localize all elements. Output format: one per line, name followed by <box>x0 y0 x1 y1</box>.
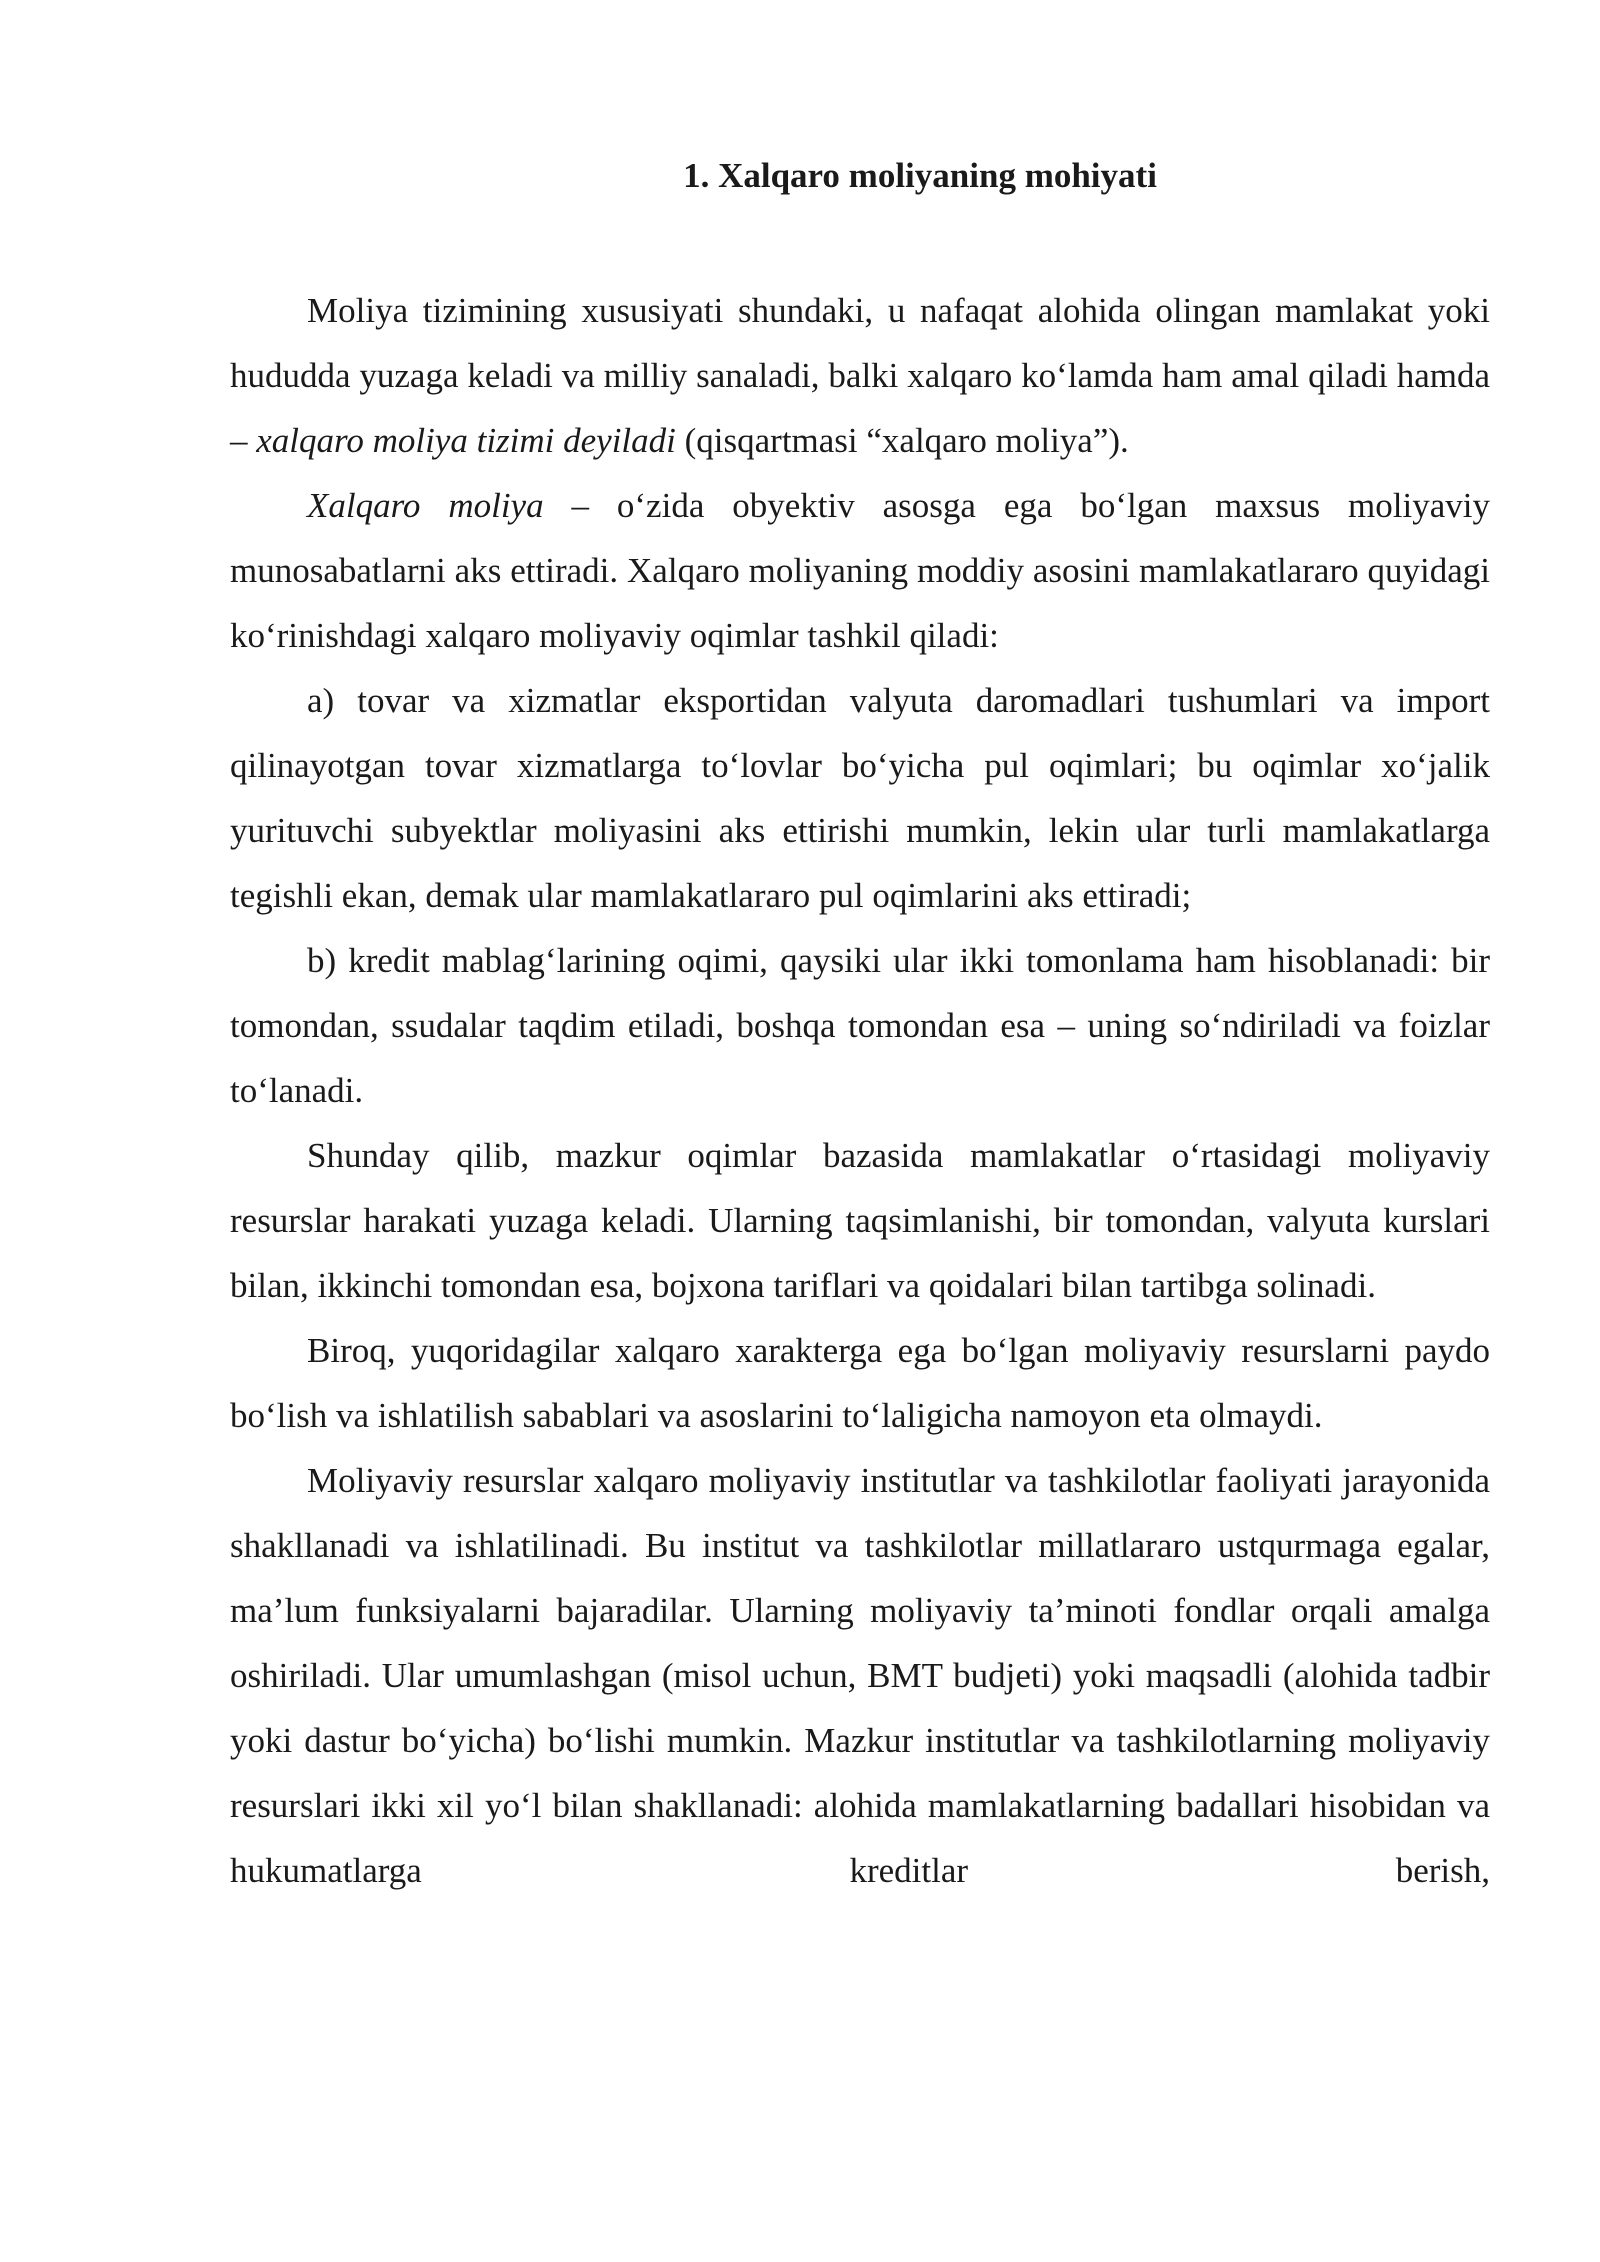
document-body <box>230 150 1490 1903</box>
paragraph-italic-term: Xalqaro moliya <box>307 486 544 525</box>
paragraph-italic-term: xalqaro moliya tizimi deyiladi <box>256 421 676 460</box>
paragraph-text: (qisqartmasi “xalqaro moliya”). <box>675 421 1129 460</box>
paragraph-text: a) tovar va xizmatlar eksportidan valyuta daromadlari tushumlari va import qilinayotgan tovar xizmatlarga to‘lovlar bo‘yicha pul oqimlari; bu oqimlar xo‘jalik yurituvchi subyektlar moliyasini aks ettirishi mumkin, lekin ular turli mamlakatlarga tegishli ekan, demak ular mamlakatlararo pul oqimlarini aks ettiradi; <box>230 681 1490 915</box>
paragraph-text: Biroq, yuqoridagilar xalqaro xarakterga ega bo‘lgan moliyaviy resurslarni paydo bo‘lish va ishlatilish sabablari va asoslarini to‘laligicha namoyon eta olmaydi. <box>230 1331 1490 1435</box>
paragraph-text: b) kredit mablag‘larining oqimi, qaysiki ular ikki tomonlama ham hisoblanadi: bir tomondan, ssudalar taqdim etiladi, boshqa tomondan esa – uning so‘ndiriladi va foizlar to‘lanadi. <box>230 941 1490 1110</box>
paragraph-text: Moliya tizimining xususiyati shundaki, u nafaqat alohida olingan mamlakat yoki hududda yuzaga keladi va milliy sanaladi, balki xalqaro ko‘lamda ham amal qiladi hamda – <box>230 291 1490 460</box>
paragraph <box>230 278 1490 473</box>
paragraph <box>230 1448 1490 1903</box>
paragraph <box>230 928 1490 1123</box>
paragraph <box>230 1318 1490 1448</box>
paragraph-text: – o‘zida obyektiv asosga ega bo‘lgan maxsus moliyaviy munosabatlarni aks ettiradi. Xalqaro moliyaning moddiy asosini mamlakatlararo quyidagi ko‘rinishdagi xalqaro moliyaviy oqimlar tashkil qiladi: <box>230 486 1490 655</box>
paragraph-text: Moliyaviy resurslar xalqaro moliyaviy institutlar va tashkilotlar faoliyati jarayonida shakllanadi va ishlatilinadi. Bu institut va tashkilotlar millatlararo ustqurmaga egalar, ma’lum funksiyalarni bajaradilar. Ularning moliyaviy ta’minoti fondlar orqali amalga oshiriladi. Ular umumlashgan (misol uchun, BMT budjeti) yoki maqsadli (alohida tadbir yoki dastur bo‘yicha) bo‘lishi mumkin. Mazkur institutlar va tashkilotlarning moliyaviy resurslari ikki xil yo‘l bilan shakllanadi: alohida mamlakatlarning badallari hisobidan va hukumatlarga kreditlar berish, <box>230 1461 1490 1890</box>
paragraph-text: Shunday qilib, mazkur oqimlar bazasida mamlakatlar o‘rtasidagi moliyaviy resurslar harakati yuzaga keladi. Ularning taqsimlanishi, bir tomondan, valyuta kurslari bilan, ikkinchi tomondan esa, bojxona tariflari va qoidalari bilan tartibga solinadi. <box>230 1136 1490 1305</box>
paragraph <box>230 473 1490 668</box>
paragraph <box>230 668 1490 928</box>
paragraph <box>230 1123 1490 1318</box>
page-title: 1. Xalqaro moliyaning mohiyati <box>683 156 1157 195</box>
